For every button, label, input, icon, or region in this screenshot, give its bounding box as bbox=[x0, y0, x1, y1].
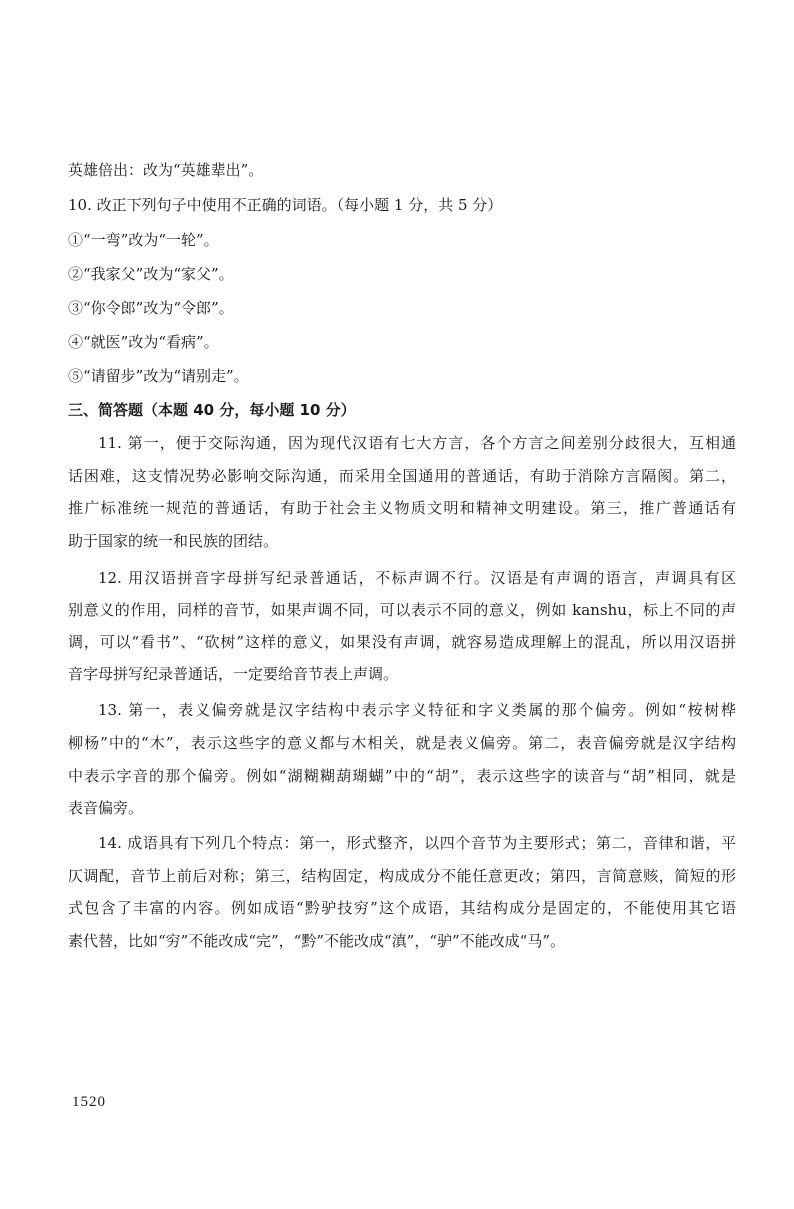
answer-13-line: 表音偏旁。 bbox=[68, 799, 144, 817]
answer-11-line: 话困难，这支情况势必影响交际沟通，而采用全国通用的普通话，有助于消除方言隔阂。第二， bbox=[68, 467, 736, 485]
answer-11-line: 助于国家的统一和民族的团结。 bbox=[68, 532, 279, 550]
answer-12-line: 调，可以“看书”、“砍树”这样的意义，如果没有声调，就容易造成理解上的混乱，所以用汉语拼 bbox=[68, 633, 736, 651]
answer-12-line: 音字母拼写纪录普通话，一定要给音节表上声调。 bbox=[68, 665, 399, 683]
answer-13-line: 中表示字音的那个偏旁。例如“湖糊糊葫瑚蝴”中的“胡”，表示这些字的读音与“胡”相同，就是 bbox=[68, 767, 736, 785]
answer-14-line: 14. 成语具有下列几个特点：第一，形式整齐，以四个音节为主要形式；第二，音律和谐，平 bbox=[98, 834, 736, 852]
answer-12-line: 12. 用汉语拼音字母拼写纪录普通话，不标声调不行。汉语是有声调的语言，声调具有区 bbox=[98, 569, 736, 587]
question-10-title: 10. 改正下列句子中使用不正确的词语。（每小题 1 分，共 5 分） bbox=[68, 196, 503, 214]
answer-13-line: 柳杨”中的“木”，表示这些字的意义都与木相关，就是表义偏旁。第二，表音偏旁就是汉字结构 bbox=[68, 734, 736, 752]
page-number: 1520 bbox=[72, 1094, 106, 1110]
section-heading: 三、简答题（本题 40 分，每小题 10 分） bbox=[68, 401, 356, 419]
answer-13-line: 13. 第一，表义偏旁就是汉字结构中表示字义特征和字义类属的那个偏旁。例如“桉树桦 bbox=[98, 701, 736, 719]
answer-line: 英雄倍出：改为“英雄辈出”。 bbox=[68, 161, 264, 179]
answer-item: ③“你令郎”改为“令郎”。 bbox=[68, 299, 234, 317]
answer-14-line: 仄调配，音节上前后对称；第三，结构固定，构成成分不能任意更改；第四，言简意赅，简短的形 bbox=[68, 867, 736, 885]
answer-12-line: 别意义的作用，同样的音节，如果声调不同，可以表示不同的意义，例如 kanshu，标上不同的声 bbox=[68, 601, 736, 619]
answer-item: ①“一弯”改为“一轮”。 bbox=[68, 231, 219, 249]
answer-item: ⑤“请留步”改为“请别走”。 bbox=[68, 367, 249, 385]
answer-item: ④“就医”改为“看病”。 bbox=[68, 333, 219, 351]
answer-item: ②“我家父”改为“家父”。 bbox=[68, 265, 234, 283]
answer-11-line: 11. 第一，便于交际沟通，因为现代汉语有七大方言，各个方言之间差别分歧很大，互相通 bbox=[98, 434, 736, 452]
answer-11-line: 推广标准统一规范的普通话，有助于社会主义物质文明和精神文明建设。第三，推广普通话有 bbox=[68, 499, 736, 517]
answer-14-line: 素代替，比如“穷”不能改成“完”，“黔”不能改成“滇”，“驴”不能改成“马”。 bbox=[68, 932, 566, 950]
answer-14-line: 式包含了丰富的内容。例如成语“黔驴技穷”这个成语，其结构成分是固定的，不能使用其它语 bbox=[68, 899, 736, 917]
